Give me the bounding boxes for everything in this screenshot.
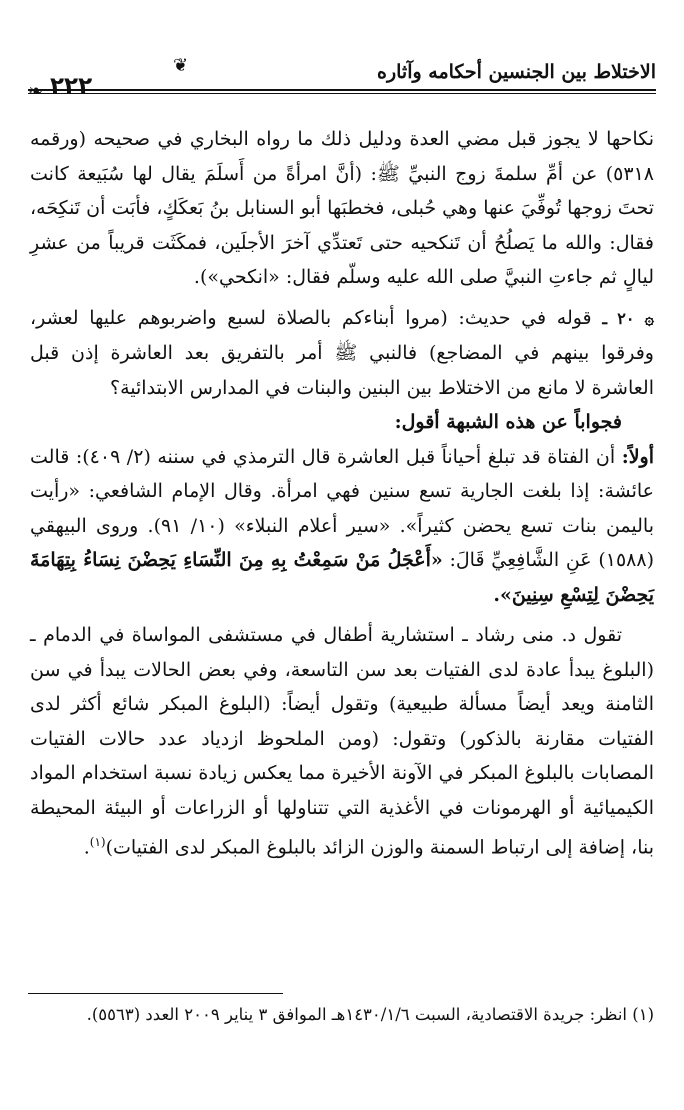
paragraph-text: تقول د. منى رشاد ـ استشارية أطفال في مستشفى المواساة في الدمام ـ (البلوغ يبدأ عادة لدى الفتيات بعد سن التاسعة، وفي بعض الحالات يبدأ في سن الثامنة ويعد أيضاً مسألة طبيعية) وتقول أيضاً: (البلوغ المبكر شائع أكثر لدى الفتيات مقارنة بالذكور) وتقول: (ومن الملحوظ ازدياد عدد حالات الفتيات المصابات بالبلوغ المبكر في الآونة الأخيرة مما يعكس زيادة نسبة استخدام المواد الكيميائية أو الهرمونات في الأغذية التي تتناولها أو الزراعات أو البيئة المحيطة بنا، إضافة إلى ارتباط السمنة والوزن الزائد بالبلوغ المبكر لدى الفتيات) [30, 624, 654, 859]
running-title: الاختلاط بين الجنسين أحكامه وآثاره [377, 61, 656, 83]
paragraph-tail: . [83, 836, 90, 859]
footnote-rule [28, 993, 283, 994]
header-rule [28, 89, 656, 91]
section-marker: ۞ ٢٠ ـ [602, 308, 654, 328]
ornament-icon: ❦ [173, 55, 189, 76]
paragraph-lead: أولاً: [621, 445, 654, 468]
paragraph [30, 122, 654, 295]
paragraph [30, 440, 654, 613]
running-header [28, 55, 656, 103]
paragraph [30, 301, 654, 406]
main-text [30, 122, 654, 865]
ornament-icon: ❧ [28, 81, 44, 102]
paragraph-text: أن الفتاة قد تبلغ أحياناً قبل العاشرة قال الترمذي في سننه (٢/ ٤٠٩): قالت عائشة: إذا بلغت الجارية تسع سنين فهي امرأة. وقال الإمام الشافعي: «رأيت باليمن بنات تسع يحضن كثيراً». «سير أعلام النبلاء» (١٠/ ٩١). وروى البيهقي (١٥٨٨) عَنِ الشَّافِعِيِّ قَالَ: [30, 445, 654, 571]
paragraph-text: قوله في حديث: (مروا أبناءكم بالصلاة لسبع واضربوهم عليها لعشر، وفرقوا بينهم في المضاجع) فالنبي ﷺ أمر بالتفريق بعد العاشرة إذن قبل العاشرة لا مانع من الاختلاط بين البنين والبنات في المدارس الابتدائية؟ [30, 306, 654, 399]
page-number: ٢٢٢ [50, 73, 93, 99]
paragraph-text: نكاحها لا يجوز قبل مضي العدة ودليل ذلك ما رواه البخاري في صحيحه (ورقمه ٥٣١٨) عن أمِّ سلمةَ زوج النبيِّ ﷺ: (أنَّ امرأةً من أَسلَمَ يقال لها سُبَيعة كانت تحتَ زوجها تُوفِّيَ عنها وهي حُبلى، فخطبَها أبو السنابل بنُ بَعكَكٍ، فأبَت أن تَنكِحَه، فقال: والله ما يَصلُحُ أن تَنكحيه حتى تَعتدِّي آخرَ الأجلَين، فمكَثَت قريباً من عشرِ ليالٍ ثم جاءتِ النبيَّ صلى الله عليه وسلّم فقال: «انكحي»). [30, 128, 654, 288]
footnote: (١) انظر: جريدة الاقتصادية، السبت ١٤٣٠/١/٦هـ الموافق ٣ يناير ٢٠٠٩ العدد (٥٥٦٣). [86, 1005, 654, 1024]
header-rule [28, 93, 656, 94]
section-heading: فجواباً عن هذه الشبهة أقول: [394, 411, 622, 433]
footnote-ref: (١) [89, 835, 106, 849]
paragraph [30, 618, 654, 865]
bold-quote: «أَعْجَلُ مَنْ سَمِعْتُ بِهِ مِنَ النِّسَاءِ يَحِضْنَ نِسَاءُ بِتِهَامَةَ يَحِضْنَ لِتِسْعِ سِنِينَ». [30, 549, 654, 606]
